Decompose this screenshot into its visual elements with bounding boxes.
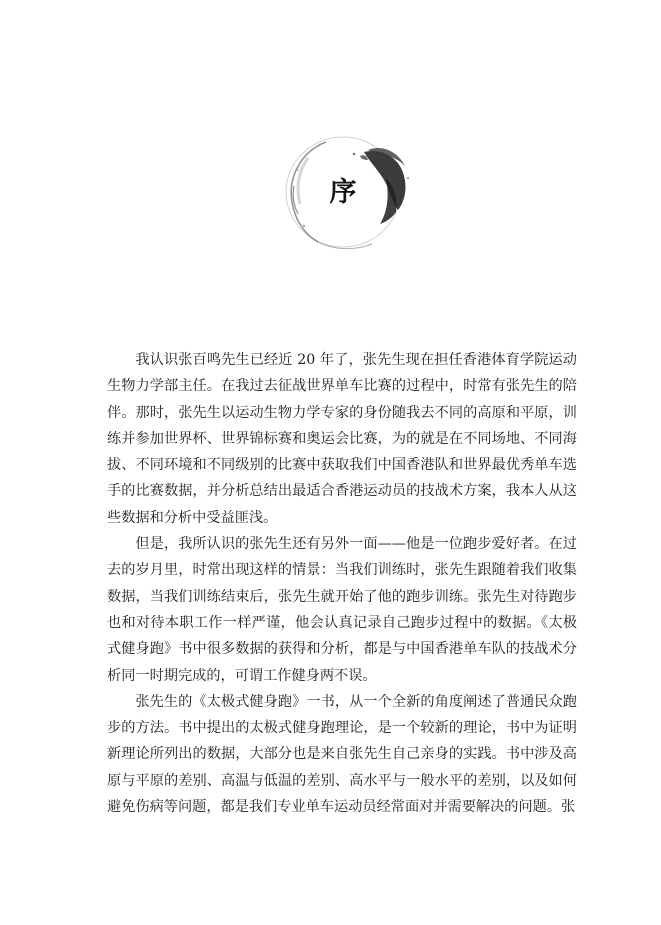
paragraph-2: 但是，我所认识的张先生还有另外一面——他是一位跑步爱好者。在过去的岁月里，时常出现这样的情景：当我们训练时，张先生跟随着我们收集数据，当我们训练结束后，张先生就开始了他的跑步训练。张先生对待跑步也和对待本职工作一样严谨，他会认真记录自己跑步过程中的数据。《太极式健身跑》书中很多数据的获得和分析，都是与中国香港单车队的技战术分析同一时期完成的，可谓工作健身两不误。	[107, 536, 577, 684]
preface-body	[107, 347, 577, 820]
paragraph-3: 张先生的《太极式健身跑》一书，从一个全新的角度阐述了普通民众跑步的方法。书中提出的太极式健身跑理论，是一个较新的理论，书中为证明新理论所列出的数据，大部分也是来自张先生自己亲身的实践。书中涉及高原与平原的差别、高温与低温的差别、高水平与一般水平的差别，以及如何避免伤病等问题，都是我们专业单车运动员经常面对并需要解决的问题。张	[107, 693, 577, 816]
preface-title: 序	[329, 177, 357, 208]
paragraph-1: 我认识张百鸣先生已经近 20 年了，张先生现在担任香港体育学院运动生物力学部主任。在我过去征战世界单车比赛的过程中，时常有张先生的陪伴。那时，张先生以运动生物力学专家的身份随我去不同的高原和平原，训练并参加世界杯、世界锦标赛和奥运会比赛，为的就是在不同场地、不同海拔、不同环境和不同级别的比赛中获取我们中国香港队和世界最优秀单车选手的比赛数据，并分析总结出最适合香港运动员的技战术方案，我本人从这些数据和分析中受益匪浅。	[107, 352, 577, 526]
ink-circle-emblem	[268, 130, 418, 255]
